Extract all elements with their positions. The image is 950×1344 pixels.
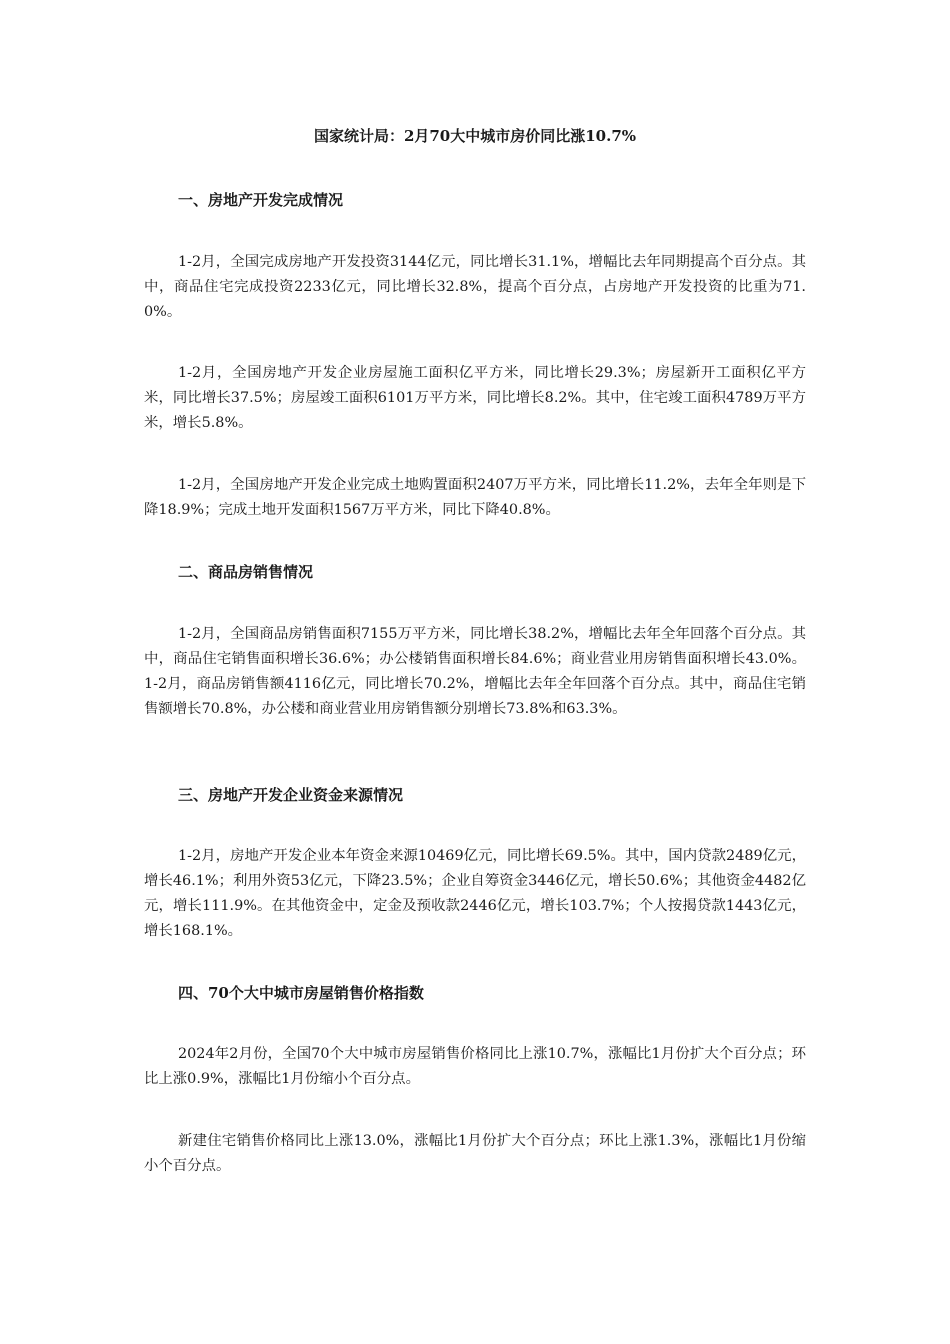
paragraph: 1-2月，全国完成房地产开发投资3144亿元，同比增长31.1%，增幅比去年同期提高个百分点。其中，商品住宅完成投资2233亿元，同比增长32.8%，提高个百分点，占房地产开发投资的比重为71.0%。 [144, 254, 806, 320]
section-heading-3: 三、房地产开发企业资金来源情况 [178, 786, 404, 804]
paragraph: 2024年2月份，全国70个大中城市房屋销售价格同比上涨10.7%，涨幅比1月份扩大个百分点；环比上涨0.9%，涨幅比1月份缩小个百分点。 [144, 1046, 806, 1087]
paragraph: 1-2月，全国房地产开发企业完成土地购置面积2407万平方米，同比增长11.2%，去年全年则是下降18.9%；完成土地开发面积1567万平方米，同比下降40.8%。 [144, 477, 806, 518]
paragraph: 1-2月，房地产开发企业本年资金来源10469亿元，同比增长69.5%。其中，国内贷款2489亿元，增长46.1%；利用外资53亿元，下降23.5%；企业自筹资金3446亿元，增长50.6%；其他资金4482亿元，增长111.9%。在其他资金中，定金及预收款2446亿元，增长103.7%；个人按揭贷款1443亿元，增长168.1%。 [144, 848, 806, 939]
document-title: 国家统计局：2月70大中城市房价同比涨10.7% [313, 127, 637, 145]
section-heading-2: 二、商品房销售情况 [178, 563, 314, 581]
section-heading-4: 四、70个大中城市房屋销售价格指数 [178, 984, 424, 1002]
section-heading-1: 一、房地产开发完成情况 [178, 191, 344, 209]
paragraph: 新建住宅销售价格同比上涨13.0%，涨幅比1月份扩大个百分点；环比上涨1.3%，涨幅比1月份缩小个百分点。 [144, 1133, 806, 1174]
paragraph: 1-2月，全国商品房销售面积7155万平方米，同比增长38.2%，增幅比去年全年回落个百分点。其中，商品住宅销售面积增长36.6%；办公楼销售面积增长84.6%；商业营业用房销售面积增长43.0%。1-2月，商品房销售额4116亿元，同比增长70.2%，增幅比去年全年回落个百分点。其中，商品住宅销售额增长70.8%，办公楼和商业营业用房销售额分别增长73.8%和63.3%。 [144, 626, 806, 717]
paragraph: 1-2月，全国房地产开发企业房屋施工面积亿平方米，同比增长29.3%；房屋新开工面积亿平方米，同比增长37.5%；房屋竣工面积6101万平方米，同比增长8.2%。其中，住宅竣工面积4789万平方米，增长5.8%。 [144, 365, 806, 431]
